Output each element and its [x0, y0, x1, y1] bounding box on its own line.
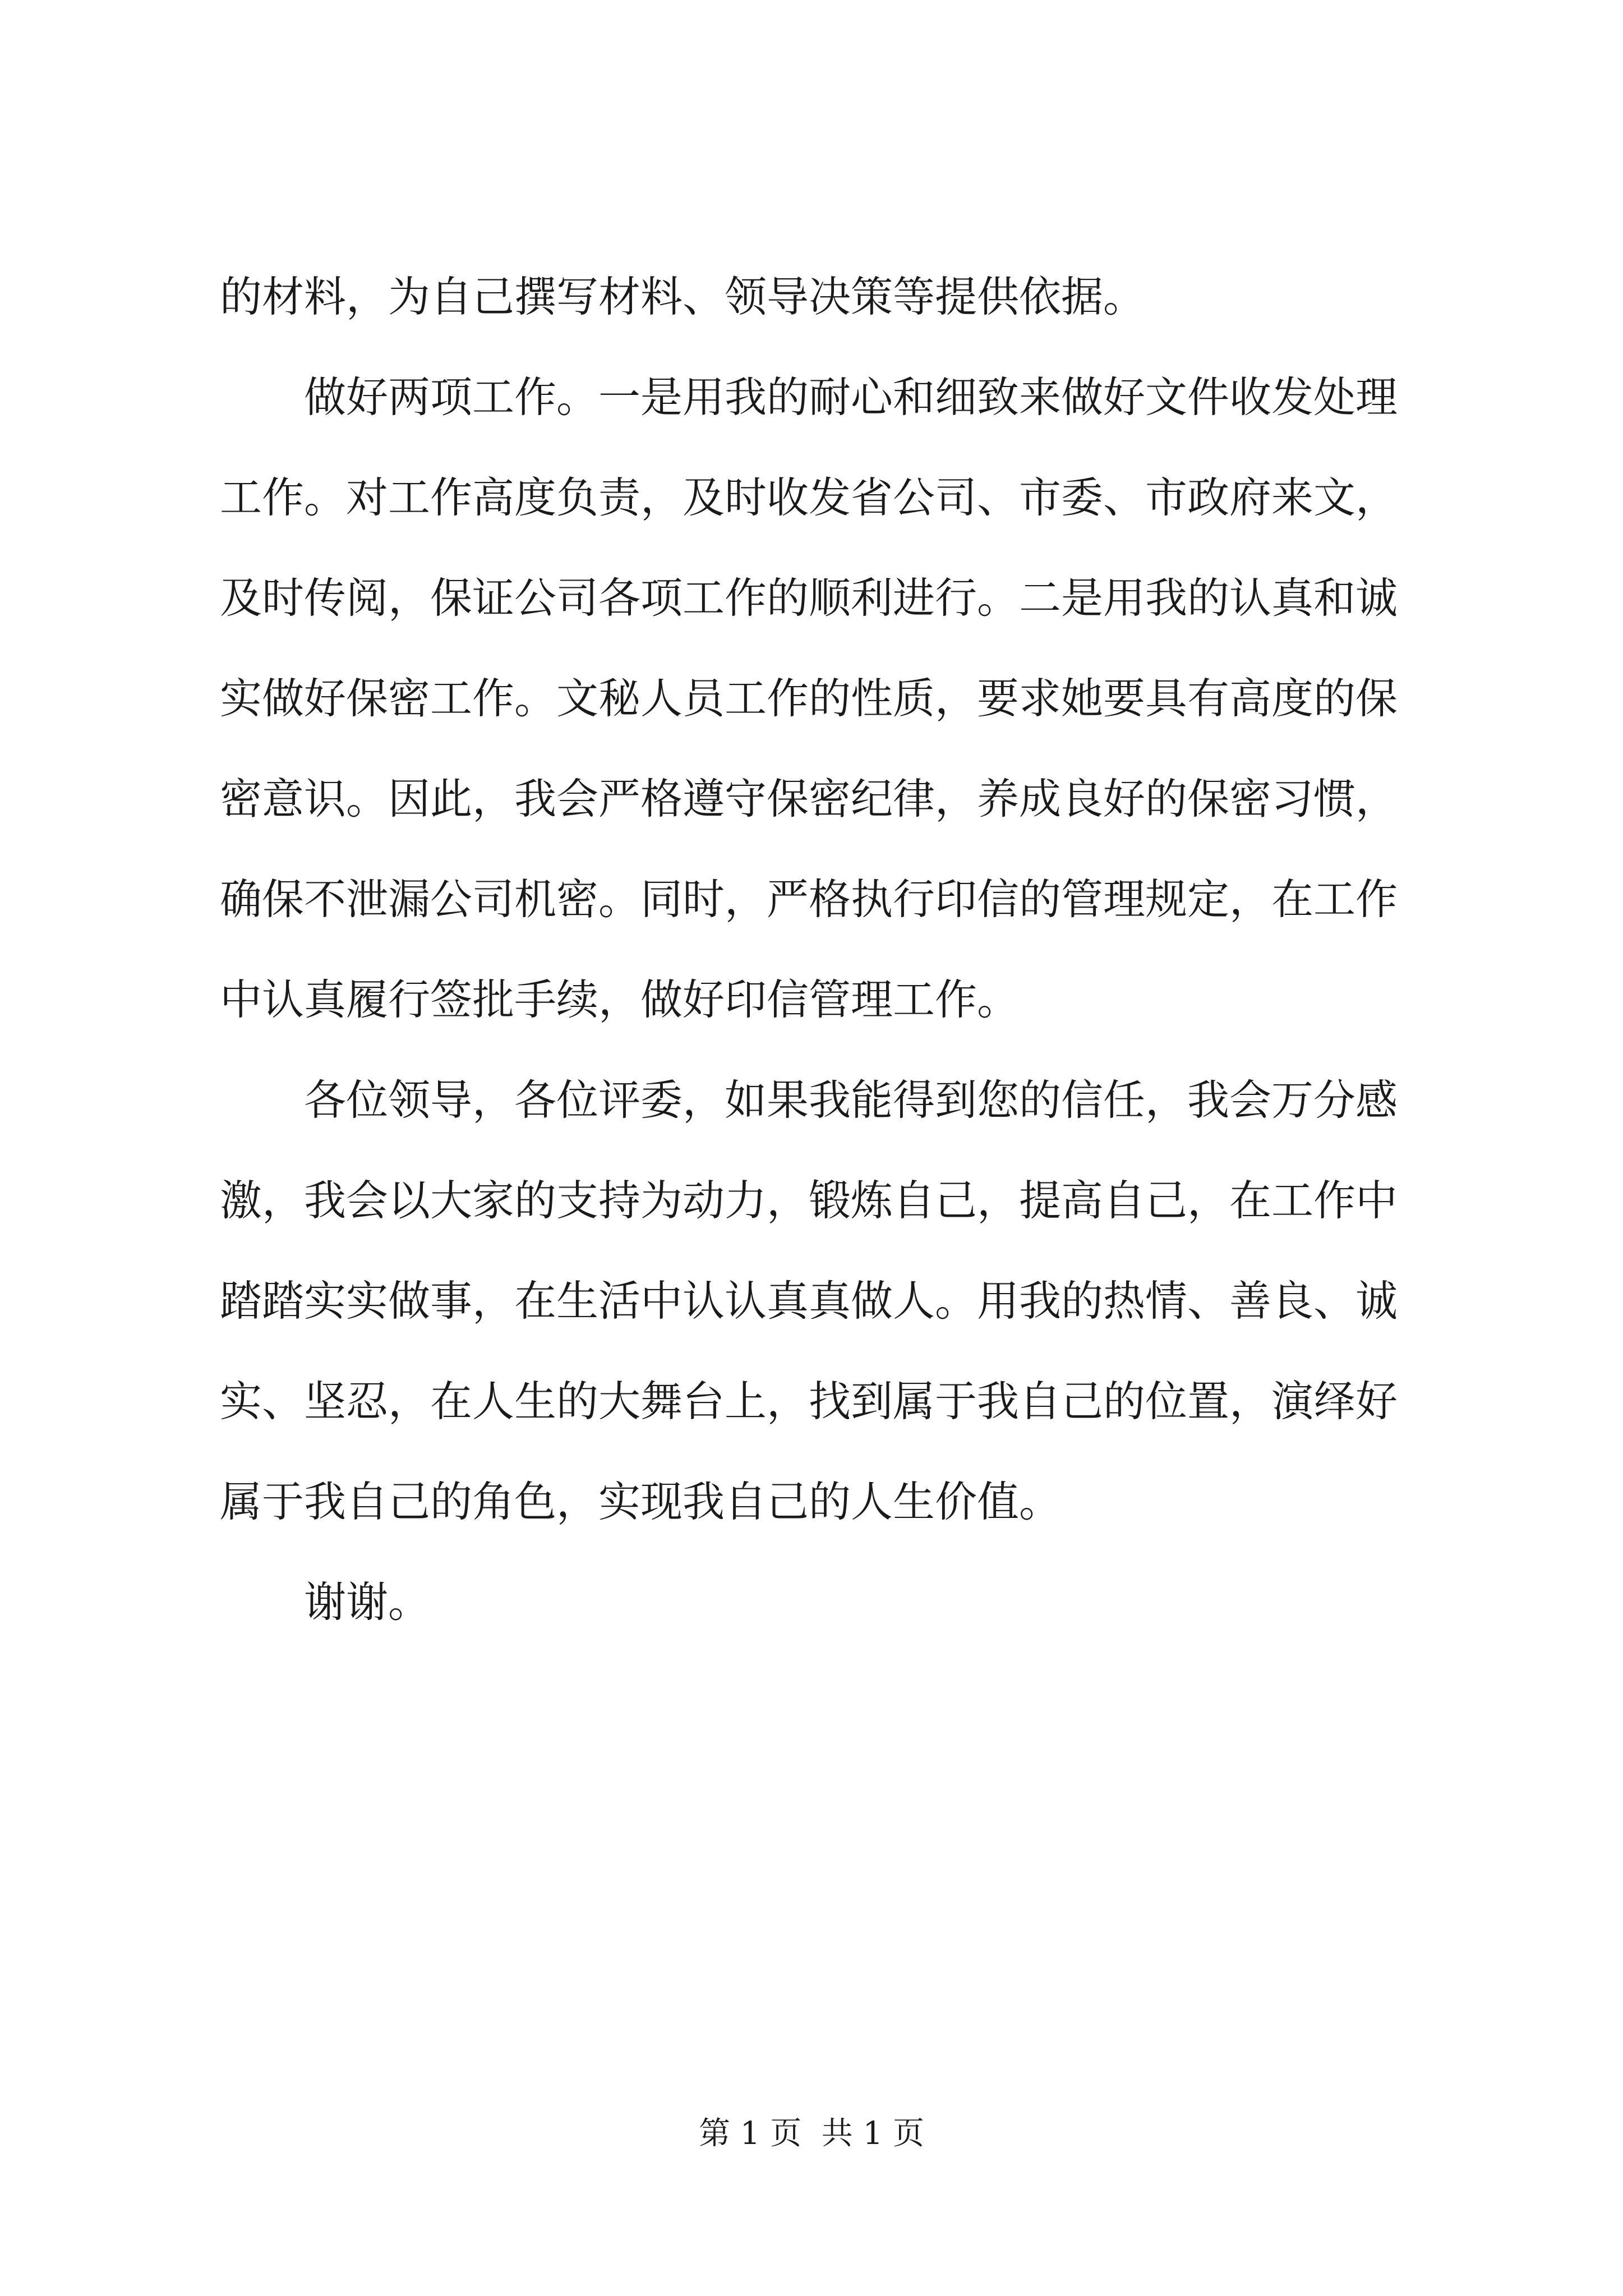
- text-line: 实、坚忍，在人生的大舞台上，找到属于我自己的位置，演绎好: [220, 1377, 1398, 1426]
- closing-line: 谢谢。: [304, 1577, 431, 1627]
- text-line: 踏踏实实做事，在生活中认认真真做人。用我的热情、善良、诚: [220, 1276, 1398, 1326]
- paragraph-start-line: 各位领导，各位评委，如果我能得到您的信任，我会万分感: [304, 1075, 1398, 1125]
- text-line: 的材料，为自己撰写材料、领导决策等提供依据。: [220, 272, 1146, 321]
- text-line: 实做好保密工作。文秘人员工作的性质，要求她要具有高度的保: [220, 674, 1398, 723]
- text-line: 及时传阅，保证公司各项工作的顺利进行。二是用我的认真和诚: [220, 573, 1398, 623]
- text-line: 激，我会以大家的支持为动力，锻炼自己，提高自己，在工作中: [220, 1176, 1398, 1225]
- text-line: 工作。对工作高度负责，及时收发省公司、市委、市政府来文，: [220, 473, 1398, 522]
- paragraph-start-line: 做好两项工作。一是用我的耐心和细致来做好文件收发处理: [304, 372, 1398, 422]
- text-line: 中认真履行签批手续，做好印信管理工作。: [220, 975, 1020, 1024]
- text-line: 属于我自己的角色，实现我自己的人生价值。: [220, 1477, 1062, 1526]
- text-line: 密意识。因此，我会严格遵守保密纪律，养成良好的保密习惯，: [220, 774, 1398, 823]
- page-number-footer: 第 1 页 共 1 页: [698, 2115, 925, 2152]
- document-body: [220, 247, 1423, 1653]
- text-line: 确保不泄漏公司机密。同时，严格执行印信的管理规定，在工作: [220, 875, 1398, 924]
